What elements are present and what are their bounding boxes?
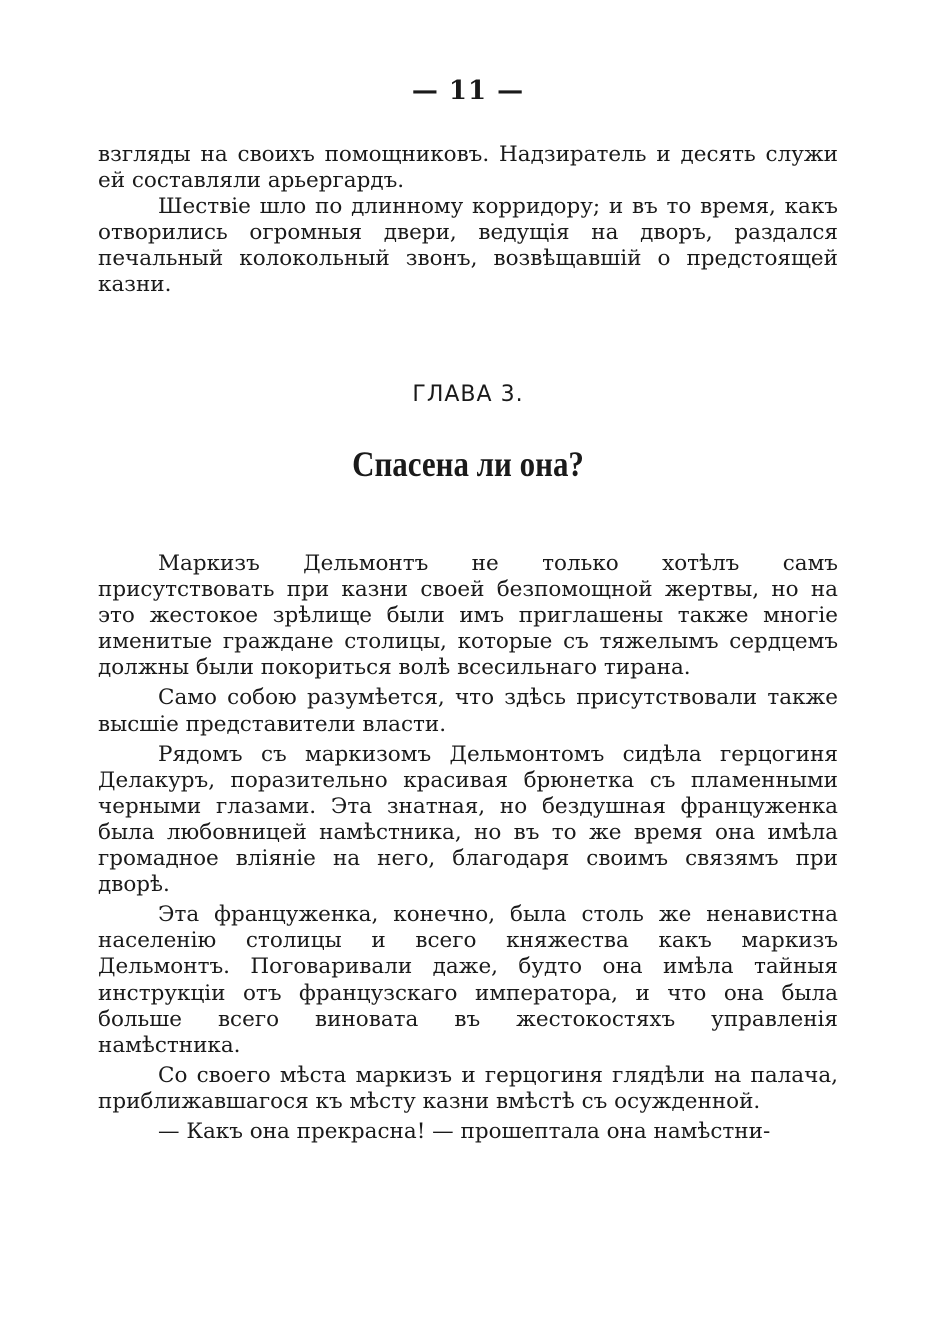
page-number: — 11 —: [411, 76, 525, 106]
main-text-block: [98, 551, 838, 1145]
paragraph: Эта француженка, конечно, была столь же ненавистна населенію столицы и всего княжества какъ маркизъ Дельмонтъ. Поговаривали даже, будто она имѣла тайныя инструкціи отъ французскаго императора, и что она была больше всего виновата въ жестокостяхъ управленія намѣстника.: [98, 902, 838, 1058]
chapter-label: ГЛАВА 3.: [412, 382, 524, 407]
paragraph: — Какъ она прекрасна! — прошептала она намѣстни-: [158, 1118, 771, 1144]
paragraph: Со своего мѣста маркизъ и герцогиня глядѣли на палача, приближавшагося къ мѣсту казни вмѣстѣ съ осужденной.: [98, 1062, 838, 1114]
paragraph: взгляды на своихъ помощниковъ. Надзиратель и десять служи ей составляли арьергардъ.: [98, 142, 838, 194]
paragraph: Рядомъ съ маркизомъ Дельмонтомъ сидѣла герцогиня Делакуръ, поразительно красивая брюнетка съ пламенными черными глазами. Эта знатная, но бездушная француженка была любовницей намѣстника, но въ то же время она имѣла громадное вліяніе на него, благодаря своимъ связямъ при дворѣ.: [98, 741, 838, 898]
top-text-block: [98, 142, 838, 299]
paragraph: Шествіе шло по длинному корридору; и въ то время, какъ отворились огромныя двери, ведущія на дворъ, раздался печальный колокольный звонъ, возвѣщавшій о предстоящей казни.: [98, 194, 838, 298]
chapter-title: Спасена ли она?: [352, 444, 584, 484]
paragraph: Маркизъ Дельмонтъ не только хотѣлъ самъ присутствовать при казни своей безпомощной жертвы, но на это жестокое зрѣлище были имъ приглашены также многіе именитые граждане столицы, которые съ тяжелымъ сердцемъ должны были покориться волѣ всесильнаго тирана.: [98, 551, 838, 681]
paragraph: Само собою разумѣется, что здѣсь присутствовали также высшіе представители власти.: [98, 685, 838, 737]
